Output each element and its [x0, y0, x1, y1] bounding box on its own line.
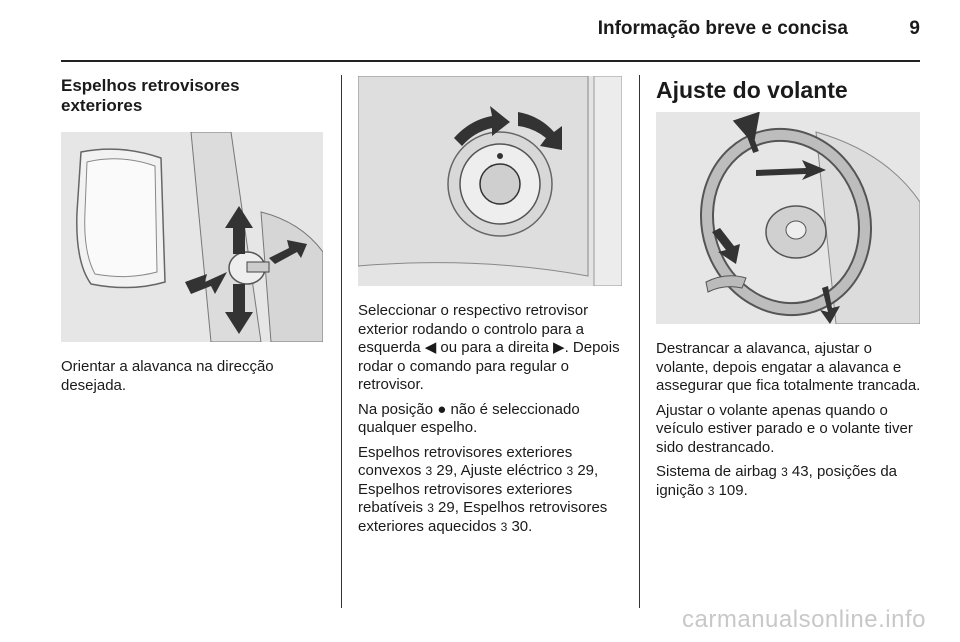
header-rule [61, 60, 920, 62]
para3-part-d: 29, Espelhos retrovisores exteriores aquecidos [358, 499, 608, 535]
paragraph-neutral-position [358, 401, 624, 438]
left-arrow-icon: ◀ [424, 339, 437, 356]
para3-part-c: 29, Espelhos retrovisores exteriores rebatíveis [358, 462, 599, 516]
para2-part-b: não é seleccionado qualquer espelho. [358, 400, 580, 436]
paragraph-airbag-references [656, 463, 922, 500]
heading-line-1: Espelhos retrovisores [61, 76, 240, 95]
page-reference-icon: 3 [500, 519, 508, 534]
para1-part-b: ou para a direita [436, 339, 554, 356]
column-exterior-mirrors [61, 76, 325, 401]
para3-part-c: 109. [714, 481, 748, 499]
instruction-text: Orientar a alavanca na direcção desejada. [61, 358, 274, 394]
header-title: Informação breve e concisa [597, 18, 848, 39]
paragraph-references [358, 444, 624, 537]
section-heading-steering-wheel: Ajuste do volante [656, 77, 848, 103]
page-reference-icon: 3 [425, 464, 433, 478]
para3-part-e: 30. [507, 517, 533, 535]
right-arrow-icon: ▶ [553, 339, 565, 356]
watermark: carmanualsonline.info [682, 606, 926, 633]
page-reference-icon: 3 [707, 483, 715, 498]
dot-icon: ● [437, 400, 447, 418]
steering-wheel-adjustment-illustration-icon [656, 112, 920, 324]
page-reference-icon: 3 [427, 501, 434, 515]
mirror-knob-figure [358, 76, 622, 286]
page-reference-icon: 3 [781, 465, 788, 479]
page-number: 9 [909, 18, 920, 39]
para3-part-b: 29, Ajuste eléctrico [432, 462, 567, 479]
para2-part-a: Na posição [358, 400, 438, 418]
para3-part-a: Sistema de airbag [656, 463, 782, 480]
para1-part-c: . Depois rodar o comando para regular o retrovisor. [358, 339, 620, 393]
column-divider-1 [341, 75, 342, 608]
exterior-mirror-joystick-illustration-icon [61, 132, 323, 342]
mirror-selector-knob-illustration-icon [358, 76, 622, 286]
paragraph-select-mirror [358, 302, 624, 395]
para3-part-b: 43, posições da ignição [656, 463, 898, 499]
column-divider-2 [639, 75, 640, 608]
heading-line-2: exteriores [61, 96, 143, 115]
page-reference-icon: 3 [566, 464, 574, 478]
column-steering-wheel [656, 76, 922, 506]
column-mirror-selection [358, 76, 624, 542]
para3-part-a: Espelhos retrovisores exteriores convexos [358, 443, 573, 479]
paragraph-unlock-adjust: Destrancar a alavanca, ajustar o volante, depois engatar a alavanca e assegurar que fica totalmente trancada. [656, 340, 921, 394]
paragraph-adjust-when-stopped: Ajustar o volante apenas quando o veículo estiver parado e o volante tiver sido destrancado. [656, 401, 913, 456]
steering-wheel-figure [656, 112, 920, 324]
section-heading-exterior-mirrors [61, 76, 325, 116]
mirror-joystick-figure [61, 132, 323, 342]
para1-part-a: Seleccionar o respectivo retrovisor exterior rodando o controlo para a esquerda [358, 302, 589, 356]
